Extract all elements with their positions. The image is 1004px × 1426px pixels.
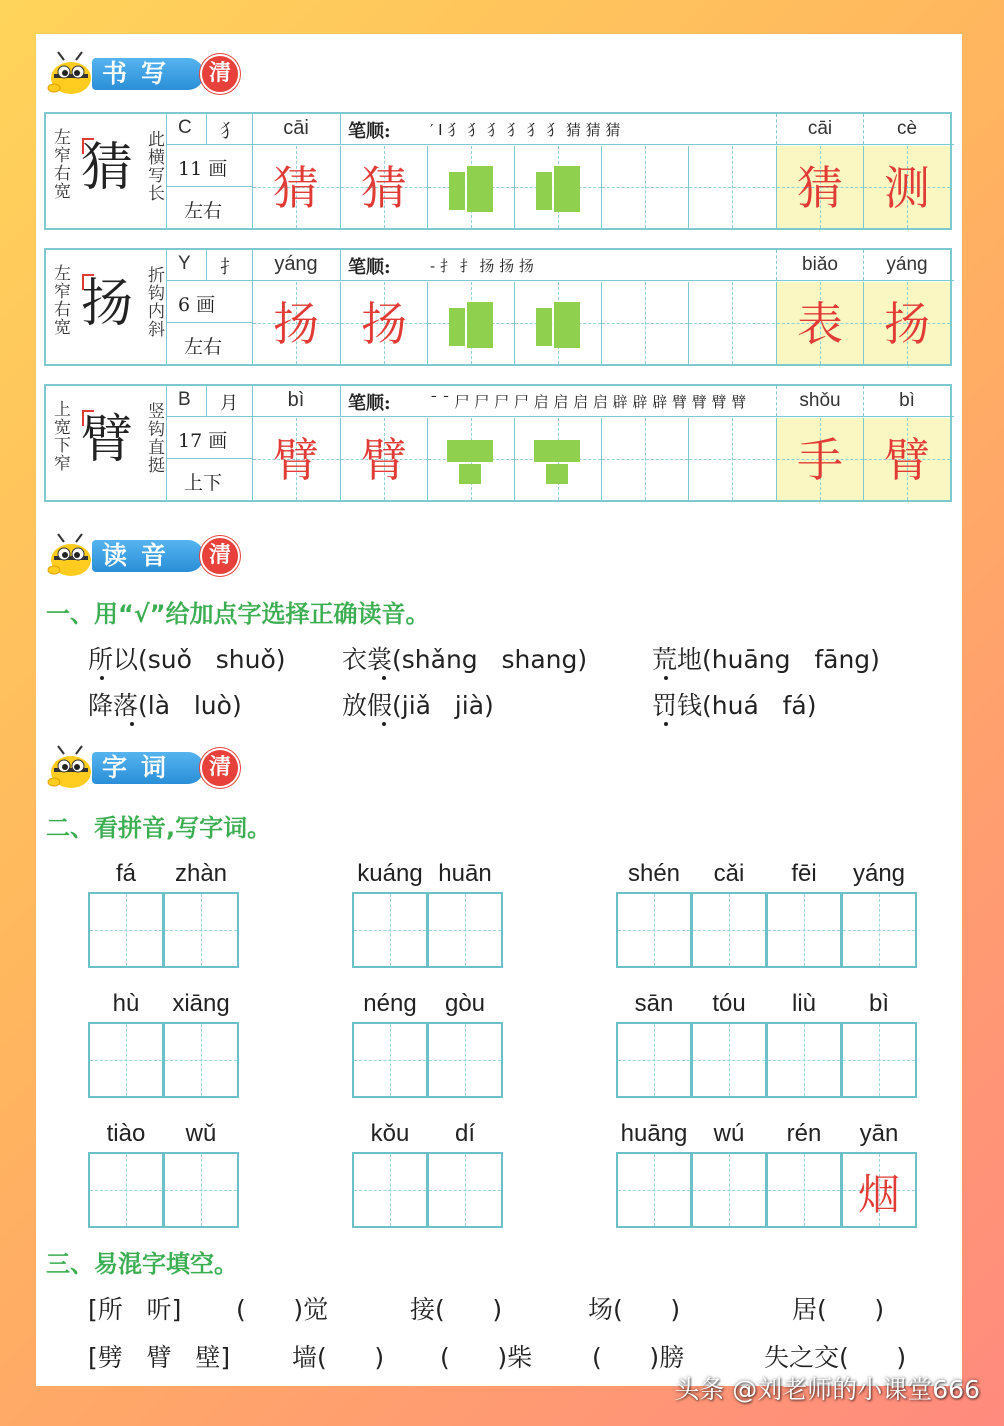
word-pinyin-cell bbox=[776, 250, 863, 280]
radical: 犭 bbox=[220, 121, 238, 142]
bottom-part-hint-icon bbox=[459, 464, 481, 484]
section-header-label: 读音 bbox=[92, 540, 204, 572]
structure: 左右 bbox=[184, 200, 223, 222]
bee-mascot-icon bbox=[46, 744, 96, 790]
fill-blank-item[interactable]: 场( ) bbox=[588, 1295, 681, 1324]
confusing-chars-group: [劈 臂 壁] bbox=[88, 1343, 231, 1372]
fill-blank-item[interactable]: ( )柴 bbox=[440, 1343, 533, 1372]
emphasis-dot bbox=[382, 722, 386, 726]
word-pinyin: shén bbox=[627, 860, 681, 887]
radical: 扌 bbox=[220, 257, 238, 278]
example-character: 烟 bbox=[857, 1170, 900, 1219]
divider bbox=[166, 322, 252, 323]
practice-box[interactable] bbox=[252, 282, 339, 364]
practice-box[interactable] bbox=[688, 146, 775, 228]
word-pinyin-cell bbox=[863, 386, 950, 416]
word-pinyin: kǒu bbox=[370, 1120, 410, 1147]
reading-item: 所以(suǒ shuǒ) bbox=[88, 645, 286, 674]
left-part-hint-icon bbox=[449, 308, 465, 346]
character-pinyin: bì bbox=[287, 389, 305, 411]
character-pinyin: cāi bbox=[283, 117, 309, 139]
word-pinyin: dí bbox=[454, 1120, 475, 1147]
emphasis-dot bbox=[664, 722, 668, 726]
word-character: 扬 bbox=[884, 297, 930, 351]
bee-mascot-icon bbox=[46, 532, 96, 578]
qing-badge-icon: 清 bbox=[200, 536, 240, 576]
model-character: 扬 bbox=[80, 274, 133, 334]
fill-blank-item[interactable]: 失之交( ) bbox=[764, 1343, 907, 1372]
stroke-order-label: 笔顺: bbox=[348, 121, 391, 142]
section-header-write bbox=[46, 48, 236, 98]
word-pinyin: wǔ bbox=[185, 1120, 217, 1147]
word-pinyin: cǎi bbox=[713, 860, 745, 887]
bottom-part-hint-icon bbox=[546, 464, 568, 484]
divider bbox=[206, 250, 207, 280]
word-pinyin: gòu bbox=[444, 990, 486, 1017]
structure: 上下 bbox=[184, 472, 223, 494]
write-box[interactable] bbox=[766, 1022, 842, 1098]
word-box bbox=[776, 282, 863, 364]
stroke-order-label: 笔顺: bbox=[348, 393, 391, 414]
word-pinyin: tiào bbox=[106, 1120, 146, 1147]
practice-box[interactable] bbox=[252, 418, 339, 500]
write-box[interactable] bbox=[427, 892, 503, 968]
word-box bbox=[776, 418, 863, 500]
write-box[interactable] bbox=[691, 1152, 767, 1228]
word-box bbox=[863, 418, 950, 500]
structure-tip: 左窄右宽 bbox=[50, 264, 70, 336]
write-box[interactable] bbox=[691, 892, 767, 968]
emphasis-dot bbox=[382, 676, 386, 680]
writing-row bbox=[44, 384, 952, 502]
word-box bbox=[776, 146, 863, 228]
fill-blank-item[interactable]: 居( ) bbox=[792, 1295, 885, 1324]
word-pinyin: sān bbox=[634, 990, 674, 1017]
word-pinyin: wú bbox=[713, 1120, 745, 1147]
left-part-hint-icon bbox=[536, 172, 552, 210]
practice-box[interactable] bbox=[340, 282, 427, 364]
word-character: 表 bbox=[797, 297, 843, 351]
emphasis-dot bbox=[130, 722, 134, 726]
write-box[interactable] bbox=[691, 1022, 767, 1098]
stroke-order: - 扌 扌 扬 扬 扬 bbox=[430, 257, 534, 275]
write-box[interactable] bbox=[352, 892, 428, 968]
divider bbox=[166, 186, 252, 187]
watermark: 头条 @刘老师的小课堂666 bbox=[674, 1375, 980, 1404]
fill-blank-item[interactable]: ( )觉 bbox=[236, 1295, 329, 1324]
left-part-hint-icon bbox=[536, 308, 552, 346]
fill-blank-item[interactable]: 接( ) bbox=[410, 1295, 503, 1324]
top-part-hint-icon bbox=[447, 440, 493, 462]
structure-tip: 上宽下窄 bbox=[50, 400, 70, 472]
trace-character: 猜 bbox=[361, 161, 407, 215]
top-part-hint-icon bbox=[534, 440, 580, 462]
write-box[interactable] bbox=[427, 1022, 503, 1098]
word-pinyin: huāng bbox=[620, 1120, 688, 1147]
word-pinyin-cell bbox=[776, 114, 863, 144]
practice-box[interactable] bbox=[340, 418, 427, 500]
word-pinyin: huān bbox=[438, 860, 492, 887]
divider bbox=[340, 114, 341, 144]
word-pinyin: néng bbox=[363, 990, 417, 1017]
word-pinyin-cell bbox=[776, 386, 863, 416]
word-character: 臂 bbox=[884, 433, 930, 487]
word-pinyin: cāi bbox=[807, 118, 833, 139]
reading-item: 荒地(huāng fāng) bbox=[652, 645, 880, 674]
stroke-count: 6 画 bbox=[178, 294, 216, 316]
write-box[interactable] bbox=[88, 1152, 164, 1228]
write-box[interactable] bbox=[352, 1152, 428, 1228]
word-character: 手 bbox=[797, 433, 843, 487]
writing-tip: 此横写长 bbox=[144, 130, 164, 202]
writing-tip: 竖钩直挺 bbox=[144, 402, 164, 474]
practice-box[interactable] bbox=[688, 418, 775, 500]
word-pinyin: fēi bbox=[791, 860, 817, 887]
word-box bbox=[863, 146, 950, 228]
word-pinyin: bì bbox=[899, 390, 915, 411]
stroke-order: ′ ꓲ 犭 犭 犭 犭 犭 犭 猜 猜 猜 bbox=[430, 121, 621, 139]
writing-row bbox=[44, 248, 952, 366]
qing-badge-icon: 清 bbox=[200, 54, 240, 94]
word-pinyin: zhàn bbox=[174, 860, 228, 887]
trace-character: 臂 bbox=[361, 433, 407, 487]
bee-mascot-icon bbox=[46, 50, 96, 96]
trace-character: 猜 bbox=[273, 161, 319, 215]
word-pinyin: rén bbox=[786, 1120, 822, 1147]
stroke-highlight-icon bbox=[82, 410, 94, 426]
structure: 左右 bbox=[184, 336, 223, 358]
initial-letter: B bbox=[178, 389, 191, 410]
reading-item: 放假(jiǎ jià) bbox=[342, 691, 494, 720]
right-part-hint-icon bbox=[554, 302, 580, 348]
section-header-label: 书写 bbox=[92, 58, 204, 90]
right-part-hint-icon bbox=[467, 166, 493, 212]
word-pinyin: hù bbox=[112, 990, 140, 1017]
divider bbox=[206, 114, 207, 144]
write-box[interactable] bbox=[766, 892, 842, 968]
fill-blank-item[interactable]: 墙( ) bbox=[292, 1343, 385, 1372]
word-pinyin: yān bbox=[859, 1120, 899, 1147]
model-character: 猜 bbox=[80, 138, 133, 198]
word-pinyin: fá bbox=[115, 860, 136, 887]
word-pinyin: yáng bbox=[886, 254, 928, 275]
practice-box[interactable] bbox=[601, 146, 688, 228]
word-pinyin: liù bbox=[791, 990, 816, 1017]
stroke-highlight-icon bbox=[82, 274, 94, 290]
section-header-label: 字词 bbox=[92, 752, 204, 784]
word-pinyin: cè bbox=[896, 118, 918, 139]
fill-blank-item[interactable]: ( )膀 bbox=[592, 1343, 685, 1372]
write-box[interactable] bbox=[88, 1022, 164, 1098]
write-box[interactable] bbox=[163, 1152, 239, 1228]
practice-box[interactable] bbox=[601, 282, 688, 364]
section1-title: 一、用“√”给加点字选择正确读音。 bbox=[46, 600, 430, 628]
trace-character: 臂 bbox=[273, 433, 319, 487]
divider bbox=[206, 386, 207, 416]
right-part-hint-icon bbox=[467, 302, 493, 348]
character-pinyin: yáng bbox=[274, 253, 318, 275]
divider bbox=[166, 458, 252, 459]
write-box[interactable] bbox=[163, 892, 239, 968]
write-box[interactable] bbox=[841, 892, 917, 968]
trace-character: 扬 bbox=[361, 297, 407, 351]
worksheet bbox=[36, 34, 962, 1386]
section2-title: 二、看拼音,写字词。 bbox=[46, 814, 272, 842]
stroke-order-label: 笔顺: bbox=[348, 257, 391, 278]
reading-item: 衣裳(shǎng shang) bbox=[342, 645, 588, 674]
right-part-hint-icon bbox=[554, 166, 580, 212]
writing-row bbox=[44, 112, 952, 230]
section-header-read bbox=[46, 530, 236, 580]
stroke-count: 11 画 bbox=[178, 158, 228, 180]
write-box[interactable] bbox=[427, 1152, 503, 1228]
write-box[interactable] bbox=[766, 1152, 842, 1228]
qing-badge-icon: 清 bbox=[200, 748, 240, 788]
write-box[interactable] bbox=[841, 1152, 917, 1228]
word-pinyin: kuáng bbox=[357, 860, 423, 887]
model-character: 臂 bbox=[80, 410, 133, 470]
stroke-count: 17 画 bbox=[178, 430, 228, 452]
practice-box[interactable] bbox=[340, 146, 427, 228]
writing-tip: 折钩内斜 bbox=[144, 266, 164, 338]
left-part-hint-icon bbox=[449, 172, 465, 210]
write-box[interactable] bbox=[163, 1022, 239, 1098]
write-box[interactable] bbox=[616, 892, 692, 968]
word-pinyin: bì bbox=[868, 990, 889, 1017]
reading-item: 降落(là luò) bbox=[88, 691, 242, 720]
word-box bbox=[863, 282, 950, 364]
word-pinyin: shǒu bbox=[799, 390, 841, 411]
write-box[interactable] bbox=[88, 892, 164, 968]
emphasis-dot bbox=[664, 676, 668, 680]
practice-box[interactable] bbox=[601, 418, 688, 500]
stroke-highlight-icon bbox=[82, 138, 94, 154]
trace-character: 扬 bbox=[273, 297, 319, 351]
write-box[interactable] bbox=[616, 1022, 692, 1098]
stroke-order: ˉ ˉ 尸 尸 尸 尸 启 启 启 启 辟 辟 辟 臂 臂 臂 臂 bbox=[430, 393, 747, 411]
initial-letter: Y bbox=[178, 253, 191, 274]
radical: 月 bbox=[220, 393, 238, 414]
word-pinyin: xiāng bbox=[172, 990, 230, 1017]
section-header-words bbox=[46, 742, 236, 792]
practice-box[interactable] bbox=[252, 146, 339, 228]
write-box[interactable] bbox=[352, 1022, 428, 1098]
practice-box[interactable] bbox=[688, 282, 775, 364]
confusing-chars-group: [所 听] bbox=[88, 1295, 182, 1324]
write-box[interactable] bbox=[616, 1152, 692, 1228]
divider bbox=[340, 250, 341, 280]
reading-item: 罚钱(huá fá) bbox=[652, 691, 817, 720]
word-pinyin: biǎo bbox=[802, 254, 838, 275]
initial-letter: C bbox=[178, 117, 192, 138]
word-character: 测 bbox=[884, 161, 930, 215]
word-pinyin: tóu bbox=[712, 990, 746, 1017]
word-pinyin-cell bbox=[863, 250, 950, 280]
section3-title: 三、易混字填空。 bbox=[46, 1250, 238, 1278]
word-pinyin-cell bbox=[863, 114, 950, 144]
word-character: 猜 bbox=[797, 161, 843, 215]
write-box[interactable] bbox=[841, 1022, 917, 1098]
word-pinyin: yáng bbox=[852, 860, 906, 887]
emphasis-dot bbox=[100, 676, 104, 680]
divider bbox=[340, 386, 341, 416]
structure-tip: 左窄右宽 bbox=[50, 128, 70, 200]
